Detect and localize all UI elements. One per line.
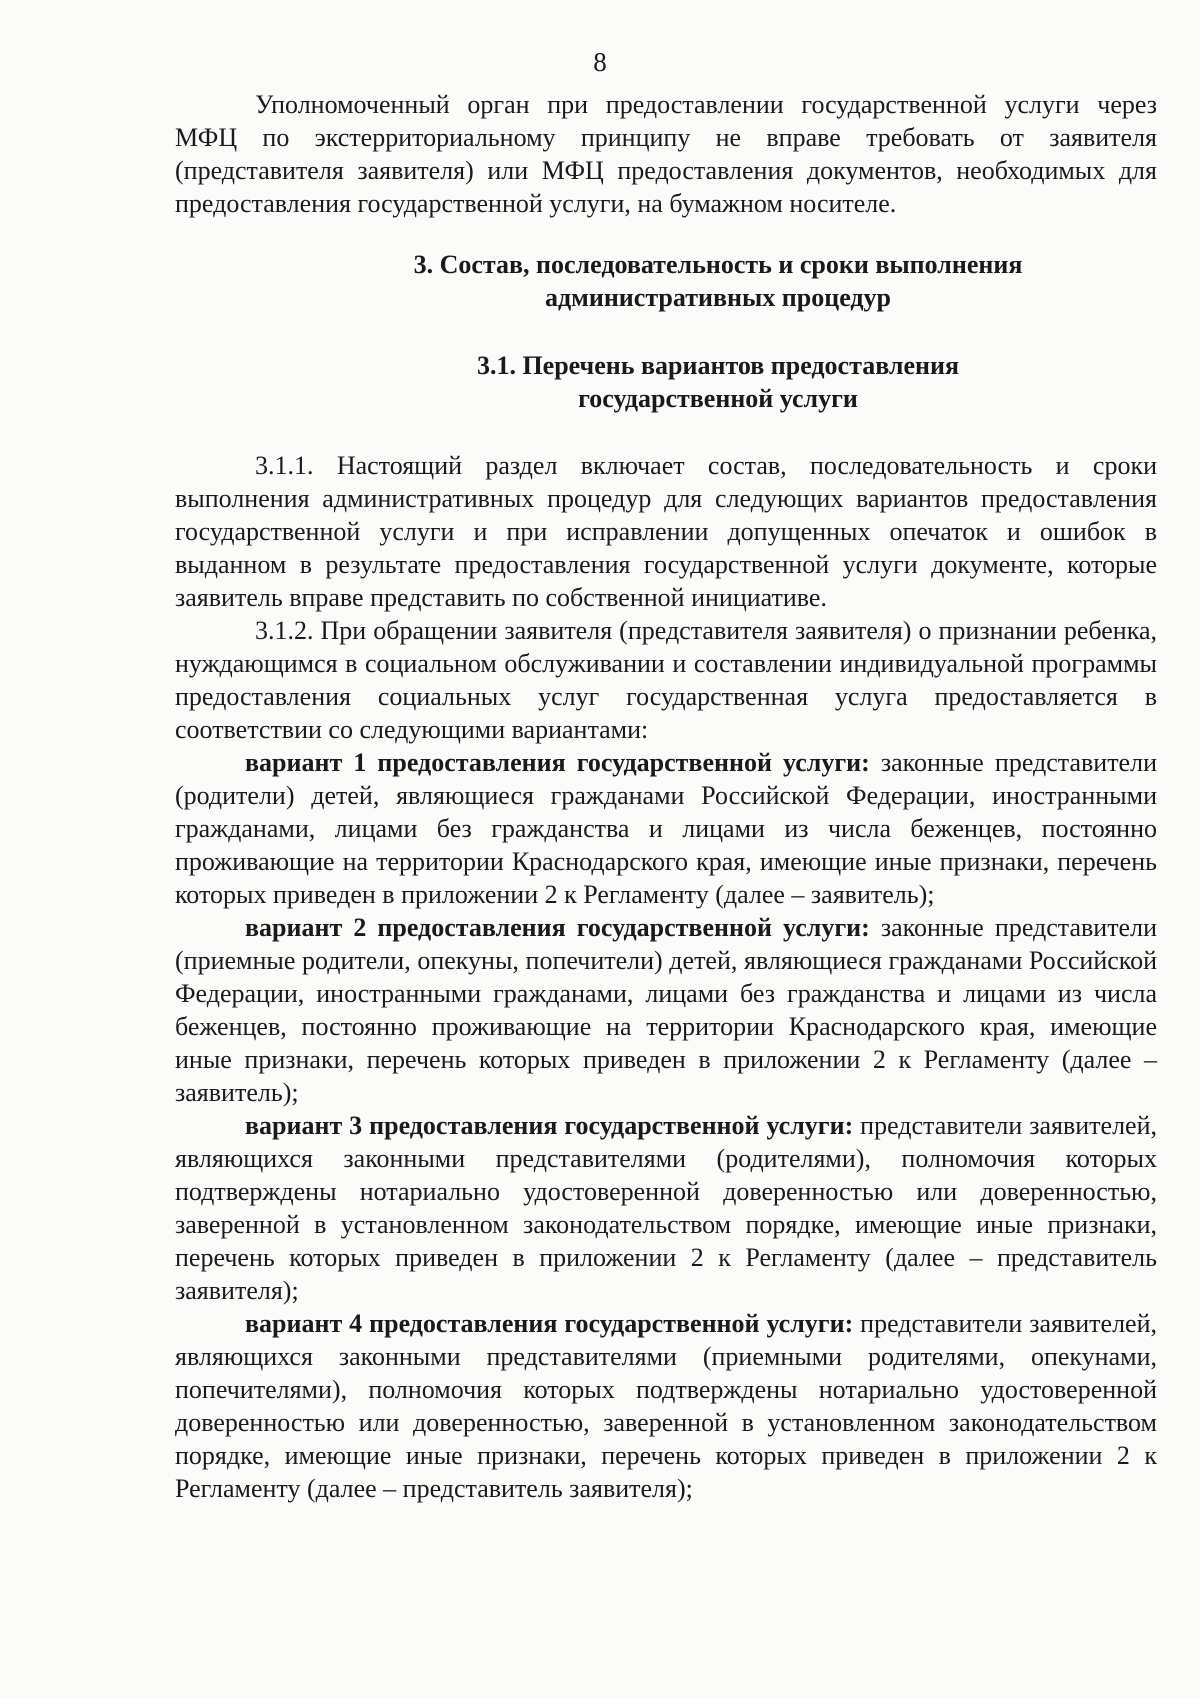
variant-4-text: представители заявителей, являющихся законными представителями (приемными родителями, опекунами, попечителями), полномочия которых подтверждены нотариально удостоверенной доверенностью или доверенностью, заверенной в установленном законодательством порядке, имеющие иные признаки, перечень которых приведен в приложении 2 к Регламенту (далее – представитель заявителя);	[175, 1309, 1157, 1503]
section-3-heading	[279, 248, 1157, 314]
variant-1-text: законные представители (родители) детей, являющиеся гражданами Российской Федерации, иностранными гражданами, лицами без гражданства и лицами из числа беженцев, постоянно проживающие на территории Краснодарского края, имеющие иные признаки, перечень которых приведен в приложении 2 к Регламенту (далее – заявитель);	[175, 748, 1157, 909]
variant-3-text: представители заявителей, являющихся законными представителями (родителями), полномочия которых подтверждены нотариально удостоверенной доверенностью или доверенностью, заверенной в установленном законодательством порядке, имеющие иные признаки, перечень которых приведен в приложении 2 к Регламенту (далее – представитель заявителя);	[175, 1111, 1157, 1305]
section-3-1-heading	[279, 349, 1157, 415]
section-3-heading-line-2: административных процедур	[544, 283, 892, 312]
document-body	[175, 88, 1157, 1505]
variant-2-label: вариант 2 предоставления государственной услуги:	[245, 913, 870, 942]
section-3-1-heading-line-2: государственной услуги	[578, 384, 858, 413]
variant-2-text: законные представители (приемные родители, опекуны, попечители) детей, являющиеся гражданами Российской Федерации, иностранными гражданами, лицами без гражданства и лицами из числа беженцев, постоянно проживающие на территории Краснодарского края, имеющие иные признаки, перечень которых приведен в приложении 2 к Регламенту (далее – заявитель);	[175, 913, 1157, 1107]
section-3-heading-line-1: 3. Состав, последовательность и сроки выполнения	[413, 250, 1023, 279]
paragraph-3-1-1: 3.1.1. Настоящий раздел включает состав, последовательность и сроки выполнения административных процедур для следующих вариантов предоставления государственной услуги и при исправлении допущенных опечаток и ошибок в выданном в результате предоставления государственной услуги документе, которые заявитель вправе представить по собственной инициативе.	[175, 451, 1157, 612]
variant-1-label: вариант 1 предоставления государственной услуги:	[245, 748, 870, 777]
page-number: 8	[593, 47, 607, 77]
variant-4-paragraph	[175, 1307, 1157, 1505]
intro-paragraph: Уполномоченный орган при предоставлении государственной услуги через МФЦ по экстерриториальному принципу не вправе требовать от заявителя (представителя заявителя) или МФЦ предоставления документов, необходимых для предоставления государственной услуги, на бумажном носителе.	[175, 90, 1157, 218]
variant-3-paragraph	[175, 1109, 1157, 1307]
variant-2-paragraph	[175, 911, 1157, 1109]
variant-3-label: вариант 3 предоставления государственной услуги:	[245, 1111, 854, 1140]
variant-1-paragraph	[175, 746, 1157, 911]
variant-4-label: вариант 4 предоставления государственной услуги:	[245, 1309, 854, 1338]
paragraph-3-1-2: 3.1.2. При обращении заявителя (представителя заявителя) о признании ребенка, нуждающимся в социальном обслуживании и составлении индивидуальной программы предоставления социальных услуг государственная услуга предоставляется в соответствии со следующими вариантами:	[175, 616, 1157, 744]
section-3-1-heading-line-1: 3.1. Перечень вариантов предоставления	[476, 351, 960, 380]
